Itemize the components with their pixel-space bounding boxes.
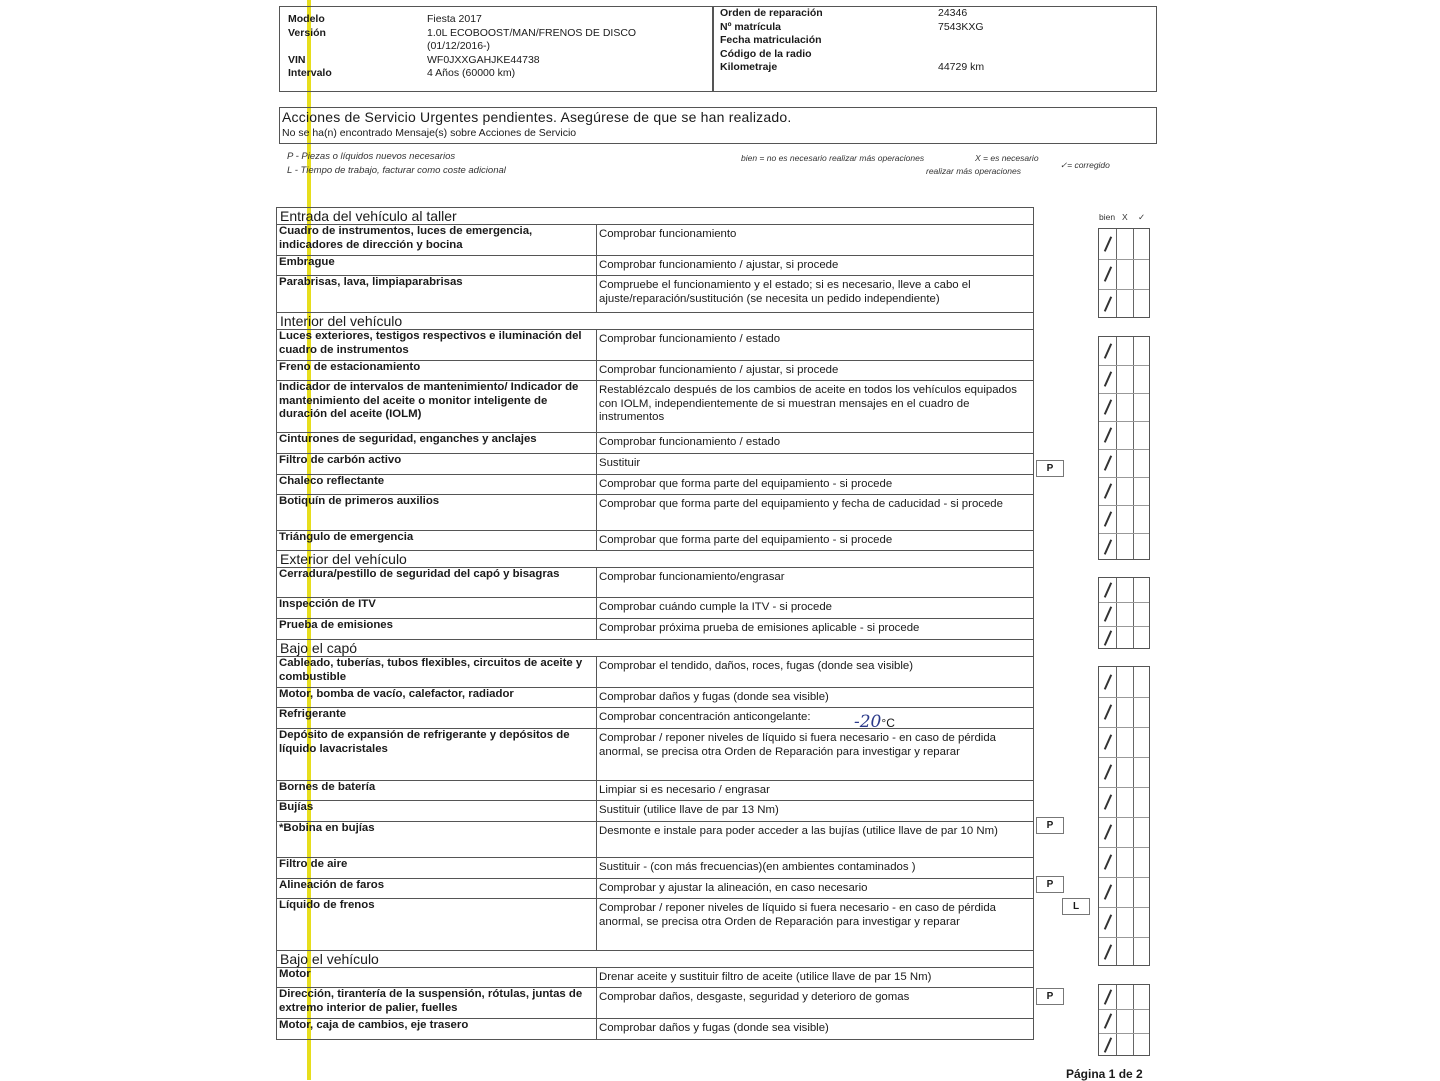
grid-column-line	[1133, 337, 1134, 559]
grid-row-line	[1099, 727, 1149, 728]
table-row	[277, 330, 1034, 361]
check-grid	[1098, 984, 1150, 1056]
urgent-actions-box	[279, 107, 1157, 144]
bien-tick-mark	[1104, 764, 1112, 779]
bien-tick-mark	[1104, 674, 1112, 689]
value-radio	[938, 48, 984, 62]
order-values	[938, 7, 984, 75]
bien-tick-mark	[1104, 266, 1112, 281]
table-row	[277, 708, 1034, 729]
section-header-row	[277, 551, 1034, 568]
check-item: Dirección, tirantería de la suspensión, rótulas, juntas de extremo interior de palier, fuelles	[277, 988, 597, 1019]
page-number: Página 1 de 2	[1066, 1067, 1143, 1081]
grid-row-line	[1099, 1009, 1149, 1010]
label-orden: Orden de reparación	[720, 7, 823, 19]
section-title: Bajo el vehículo	[277, 951, 1034, 968]
table-row	[277, 276, 1034, 313]
table-row	[277, 988, 1034, 1019]
check-item: Embrague	[277, 256, 597, 276]
urgent-title: Acciones de Servicio Urgentes pendientes. Asegúrese de que se han realizado.	[282, 109, 792, 125]
table-row	[277, 598, 1034, 619]
check-item: Triángulo de emergencia	[277, 531, 597, 551]
grid-row-line	[1099, 817, 1149, 818]
antifreeze-value: -20	[854, 712, 882, 732]
table-row	[277, 475, 1034, 495]
table-row	[277, 619, 1034, 640]
bien-tick-mark	[1104, 582, 1112, 597]
table-row	[277, 657, 1034, 688]
check-item: Inspección de ITV	[277, 598, 597, 619]
bien-tick-mark	[1104, 606, 1112, 621]
label-radio: Código de la radio	[720, 47, 812, 60]
legend-l: L - Tiempo de trabajo, facturar como coste adicional	[287, 165, 506, 176]
table-row	[277, 531, 1034, 551]
check-action: Comprobar concentración anticongelante:	[597, 708, 1034, 729]
check-action: Comprobar funcionamiento/engrasar	[597, 568, 1034, 598]
bien-tick-mark	[1104, 630, 1112, 645]
grid-row-line	[1099, 847, 1149, 848]
check-action: Comprobar cuándo cumple la ITV - si procede	[597, 598, 1034, 619]
legend-bien: bien = no es necesario realizar más operaciones	[741, 153, 925, 163]
check-action: Comprobar / reponer niveles de líquido si fuera necesario - en caso de pérdida anormal, se precisa otra Orden de Reparación para investigar y reparar	[597, 899, 1034, 951]
label-blank	[288, 40, 332, 54]
check-action: Sustituir - (con más frecuencias)(en ambientes contaminados )	[597, 858, 1034, 879]
check-action: Limpiar si es necesario / engrasar	[597, 781, 1034, 801]
check-action: Comprobar y ajustar la alineación, en caso necesario	[597, 879, 1034, 899]
check-item: Depósito de expansión de refrigerante y depósitos de líquido lavacristales	[277, 729, 597, 781]
bien-tick-mark	[1104, 483, 1112, 498]
grid-row-line	[1099, 757, 1149, 758]
bien-tick-mark	[1104, 1013, 1112, 1028]
table-row	[277, 454, 1034, 475]
label-vin: VIN	[288, 53, 306, 66]
check-action: Comprobar funcionamiento / ajustar, si procede	[597, 256, 1034, 276]
check-action: Comprobar funcionamiento	[597, 225, 1034, 256]
check-grid	[1098, 577, 1150, 649]
check-item: Cerradura/pestillo de seguridad del capó y bisagras	[277, 568, 597, 598]
check-action: Compruebe el funcionamiento y el estado; si es necesario, lleve a cabo el ajuste/reparación/sustitución (se necesita un pedido independiente)	[597, 276, 1034, 313]
check-item: Cableado, tuberías, tubos flexibles, circuitos de aceite y combustible	[277, 657, 597, 688]
check-item: Cuadro de instrumentos, luces de emergencia, indicadores de dirección y bocina	[277, 225, 597, 256]
check-action: Comprobar que forma parte del equipamiento - si procede	[597, 475, 1034, 495]
section-header-row	[277, 951, 1034, 968]
legend-p: P - Piezas o líquidos nuevos necesarios	[287, 151, 456, 162]
table-row	[277, 879, 1034, 899]
bien-tick-mark	[1104, 539, 1112, 554]
label-version: Versión	[288, 26, 326, 39]
grid-column-line	[1133, 229, 1134, 317]
grid-column-line	[1116, 229, 1117, 317]
table-row	[277, 822, 1034, 858]
table-row	[277, 256, 1034, 276]
grid-row-line	[1099, 626, 1149, 627]
value-matricula: 7543KXG	[938, 20, 984, 33]
bien-tick-mark	[1104, 824, 1112, 839]
grid-column-line	[1116, 337, 1117, 559]
table-row	[277, 495, 1034, 531]
check-action: Sustituir (utilice llave de par 13 Nm)	[597, 801, 1034, 822]
bien-tick-mark	[1104, 296, 1112, 311]
grid-row-line	[1099, 421, 1149, 422]
bien-tick-mark	[1104, 704, 1112, 719]
value-intervalo: 4 Años (60000 km)	[427, 67, 516, 79]
check-action: Comprobar daños, desgaste, seguridad y deterioro de gomas	[597, 988, 1034, 1019]
check-action: Desmonte e instale para poder acceder a las bujías (utilice llave de par 10 Nm)	[597, 822, 1034, 858]
table-row	[277, 381, 1034, 433]
check-item: Refrigerante	[277, 708, 597, 729]
service-checklist-table	[276, 207, 1034, 1040]
grid-column-line	[1133, 578, 1134, 648]
check-item: Líquido de frenos	[277, 899, 597, 951]
table-row	[277, 781, 1034, 801]
label-intervalo: Intervalo	[288, 67, 332, 79]
grid-row-line	[1099, 937, 1149, 938]
table-row	[277, 968, 1034, 988]
flag-badge-l: L	[1062, 898, 1090, 915]
grid-column-line	[1116, 578, 1117, 648]
handwritten-antifreeze	[854, 712, 895, 732]
grid-row-line	[1099, 787, 1149, 788]
section-title: Interior del vehículo	[277, 313, 1034, 330]
check-action: Comprobar próxima prueba de emisiones aplicable - si procede	[597, 619, 1034, 640]
label-matricula: Nº matrícula	[720, 20, 782, 33]
check-item: Chaleco reflectante	[277, 475, 597, 495]
check-action: Drenar aceite y sustituir filtro de aceite (utilice llave de par 15 Nm)	[597, 968, 1034, 988]
check-action: Comprobar funcionamiento / estado	[597, 433, 1034, 454]
check-grid	[1098, 336, 1150, 560]
grid-column-line	[1116, 667, 1117, 965]
grid-row-line	[1099, 877, 1149, 878]
table-row	[277, 858, 1034, 879]
check-item: Alineación de faros	[277, 879, 597, 899]
check-action: Comprobar daños y fugas (donde sea visible)	[597, 1019, 1034, 1040]
bien-tick-mark	[1104, 944, 1112, 959]
flag-badge-p: P	[1036, 988, 1064, 1005]
check-item: Indicador de intervalos de mantenimiento/ Indicador de mantenimiento del aceite o monitor inteligente de duración del aceite (IOLM)	[277, 381, 597, 433]
check-grid	[1098, 666, 1150, 966]
check-item: Parabrisas, lava, limpiaparabrisas	[277, 276, 597, 313]
bien-tick-mark	[1104, 511, 1112, 526]
check-header-x: X	[1122, 212, 1128, 222]
table-row	[277, 899, 1034, 951]
section-header-row	[277, 640, 1034, 657]
section-title: Bajo el capó	[277, 640, 1034, 657]
check-action: Comprobar funcionamiento / estado	[597, 330, 1034, 361]
urgent-message: No se ha(n) encontrado Mensaje(s) sobre Acciones de Servicio	[282, 127, 577, 139]
check-action: Comprobar que forma parte del equipamiento y fecha de caducidad - si procede	[597, 495, 1034, 531]
bien-tick-mark	[1104, 399, 1112, 414]
value-vin: WF0JXXGAHJKE44738	[427, 53, 540, 66]
value-version: 1.0L ECOBOOST/MAN/FRENOS DE DISCO	[427, 26, 637, 39]
antifreeze-unit: °C	[881, 716, 895, 730]
flag-badge-p: P	[1036, 817, 1064, 834]
check-item: Cinturones de seguridad, enganches y anclajes	[277, 433, 597, 454]
section-title: Entrada del vehículo al taller	[277, 208, 1034, 225]
check-item: Botiquín de primeros auxilios	[277, 495, 597, 531]
grid-column-line	[1116, 985, 1117, 1055]
legend-check: ✓= corregido	[1060, 160, 1110, 170]
check-action: Comprobar que forma parte del equipamiento - si procede	[597, 531, 1034, 551]
check-item: Motor	[277, 968, 597, 988]
check-item: Luces exteriores, testigos respectivos e iluminación del cuadro de instrumentos	[277, 330, 597, 361]
check-item: Bornes de batería	[277, 781, 597, 801]
check-item: Motor, bomba de vacío, calefactor, radiador	[277, 688, 597, 708]
check-grid	[1098, 228, 1150, 318]
table-row	[277, 1019, 1034, 1040]
bien-tick-mark	[1104, 1037, 1112, 1052]
order-labels	[720, 7, 823, 75]
bien-tick-mark	[1104, 989, 1112, 1004]
value-kilometraje: 44729 km	[938, 61, 985, 73]
grid-row-line	[1099, 477, 1149, 478]
grid-row-line	[1099, 505, 1149, 506]
grid-row-line	[1099, 907, 1149, 908]
grid-row-line	[1099, 289, 1149, 290]
legend-x-1: X = es necesario	[975, 153, 1039, 163]
grid-row-line	[1099, 449, 1149, 450]
check-action: Comprobar daños y fugas (donde sea visible)	[597, 688, 1034, 708]
check-action: Comprobar funcionamiento / ajustar, si procede	[597, 361, 1034, 381]
table-row	[277, 688, 1034, 708]
grid-row-line	[1099, 1033, 1149, 1034]
grid-row-line	[1099, 533, 1149, 534]
check-header-check: ✓	[1138, 212, 1146, 222]
bien-tick-mark	[1104, 794, 1112, 809]
grid-row-line	[1099, 697, 1149, 698]
bien-tick-mark	[1104, 371, 1112, 386]
bien-tick-mark	[1104, 236, 1112, 251]
section-header-row	[277, 313, 1034, 330]
bien-tick-mark	[1104, 854, 1112, 869]
grid-row-line	[1099, 259, 1149, 260]
flag-badge-p: P	[1036, 876, 1064, 893]
value-modelo: Fiesta 2017	[427, 13, 482, 25]
check-action: Comprobar el tendido, daños, roces, fugas (donde sea visible)	[597, 657, 1034, 688]
value-version-date: (01/12/2016-)	[427, 40, 491, 52]
check-item: Bujías	[277, 801, 597, 822]
grid-column-line	[1133, 985, 1134, 1055]
grid-row-line	[1099, 365, 1149, 366]
table-row	[277, 568, 1034, 598]
table-row	[277, 729, 1034, 781]
check-item: Motor, caja de cambios, eje trasero	[277, 1019, 597, 1040]
table-row	[277, 361, 1034, 381]
table-row	[277, 225, 1034, 256]
bien-tick-mark	[1104, 884, 1112, 899]
check-item: Freno de estacionamiento	[277, 361, 597, 381]
bien-tick-mark	[1104, 455, 1112, 470]
label-modelo: Modelo	[288, 13, 325, 25]
check-item: Prueba de emisiones	[277, 619, 597, 640]
bien-tick-mark	[1104, 343, 1112, 358]
bien-tick-mark	[1104, 734, 1112, 749]
vehicle-labels	[288, 13, 332, 81]
grid-row-line	[1099, 602, 1149, 603]
value-fecha	[938, 34, 984, 48]
vehicle-values	[427, 13, 636, 81]
check-item: Filtro de aire	[277, 858, 597, 879]
check-item: Filtro de carbón activo	[277, 454, 597, 475]
check-header-bien: bien	[1099, 212, 1116, 222]
check-action: Restablézcalo después de los cambios de aceite en todos los vehículos equipados con IOLM, independientemente de si muestran mensajes en el cuadro de instrumentos	[597, 381, 1034, 433]
check-action: Sustituir	[597, 454, 1034, 475]
grid-row-line	[1099, 393, 1149, 394]
check-item: *Bobina en bujías	[277, 822, 597, 858]
section-title: Exterior del vehículo	[277, 551, 1034, 568]
table-row	[277, 433, 1034, 454]
legend-x-2: realizar más operaciones	[926, 166, 1021, 176]
value-orden: 24346	[938, 7, 968, 19]
table-row	[277, 801, 1034, 822]
section-header-row	[277, 208, 1034, 225]
bien-tick-mark	[1104, 914, 1112, 929]
bien-tick-mark	[1104, 427, 1112, 442]
flag-badge-p: P	[1036, 460, 1064, 477]
grid-column-line	[1133, 667, 1134, 965]
label-fecha: Fecha matriculación	[720, 34, 822, 46]
check-action: Comprobar / reponer niveles de líquido si fuera necesario - en caso de pérdida anormal, se precisa otra Orden de Reparación para investigar y reparar	[597, 729, 1034, 781]
label-kilometraje: Kilometraje	[720, 61, 778, 73]
